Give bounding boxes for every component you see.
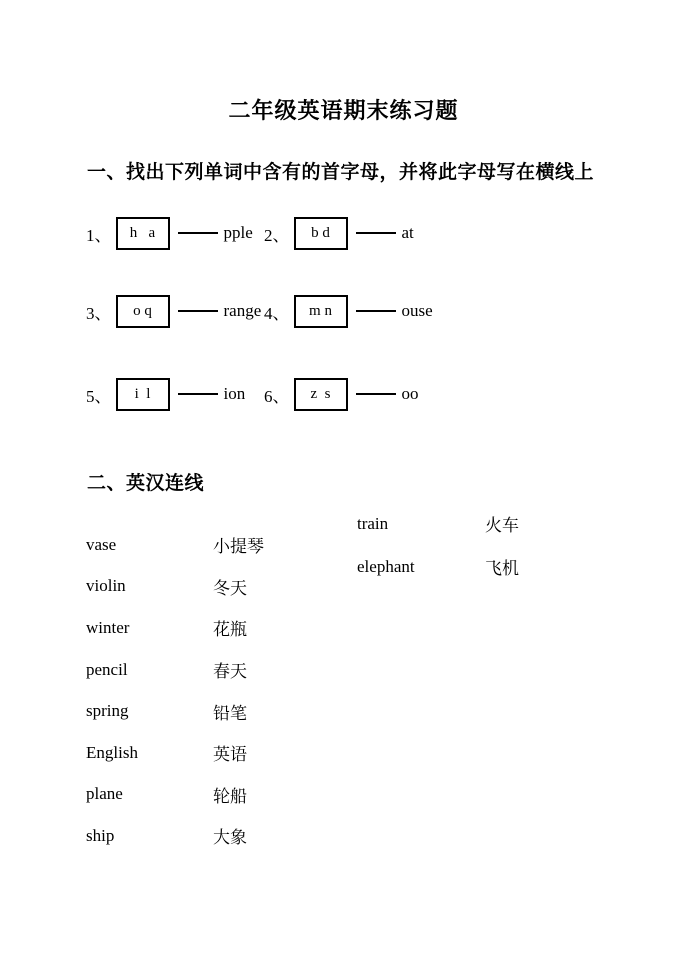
fill-item-5 [86,377,245,411]
letter-options: m n [309,302,332,319]
chinese-word: 春天 [213,662,247,682]
chinese-word: 冬天 [213,578,247,598]
english-word: spring [86,701,129,721]
chinese-word: 飞机 [485,559,519,578]
answer-line [178,232,218,234]
chinese-word: 英语 [213,745,247,765]
letter-choice-box [294,295,348,328]
chinese-word: 轮船 [213,786,247,806]
match-right-column [357,502,519,588]
section1-heading: 一、找出下列单词中含有的首字母，并将此字母写在横线上 [87,162,595,183]
answer-line [356,393,396,395]
letter-options: h a [129,224,156,241]
english-word: train [357,513,389,533]
match-row [86,607,264,649]
match-row [86,649,264,691]
word-suffix: at [401,223,414,242]
letter-options: b d [311,224,330,241]
answer-line [356,310,396,312]
english-word: pencil [86,659,128,679]
english-word: ship [86,825,115,845]
match-row [357,502,519,545]
item-number: 2、 [264,225,290,245]
letter-choice-box [294,378,348,411]
page-title: 二年级英语期末练习题 [228,98,459,123]
item-number: 3、 [86,303,112,323]
english-word: vase [86,534,117,554]
word-suffix: oo [401,384,419,403]
letter-options: o q [133,302,152,319]
chinese-word: 花瓶 [213,620,247,640]
english-word: violin [86,576,126,596]
letter-choice-box [294,217,348,250]
item-number: 5、 [86,386,112,406]
fill-item-3 [86,294,261,328]
match-row [86,690,264,732]
chinese-word: 大象 [213,828,247,848]
word-suffix: ouse [401,301,433,320]
match-row [86,815,264,857]
answer-line [178,310,218,312]
english-word: English [86,742,138,762]
word-suffix: range [223,301,262,320]
match-row [86,524,264,566]
english-word: elephant [357,556,415,576]
chinese-word: 小提琴 [213,537,264,557]
match-left-column [86,524,264,857]
match-row [86,732,264,774]
letter-choice-box [116,378,170,411]
answer-line [178,393,218,395]
word-suffix: ion [223,384,246,403]
section2-heading: 二、英汉连线 [87,473,205,494]
match-row [86,566,264,608]
fill-item-4 [264,294,433,328]
answer-line [356,232,396,234]
fill-item-6 [264,377,419,411]
chinese-word: 铅笔 [213,703,247,723]
fill-item-1 [86,216,253,250]
item-number: 1、 [86,225,112,245]
fill-item-2 [264,216,414,250]
english-word: winter [86,617,130,637]
match-row [357,545,519,588]
letter-choice-box [116,295,170,328]
letter-choice-box [116,217,170,250]
english-word: plane [86,784,123,804]
word-suffix: pple [223,223,253,242]
item-number: 4、 [264,303,290,323]
letter-options: z s [310,385,331,402]
match-row [86,774,264,816]
letter-options: i l [134,385,151,402]
item-number: 6、 [264,386,290,406]
chinese-word: 火车 [485,516,519,535]
